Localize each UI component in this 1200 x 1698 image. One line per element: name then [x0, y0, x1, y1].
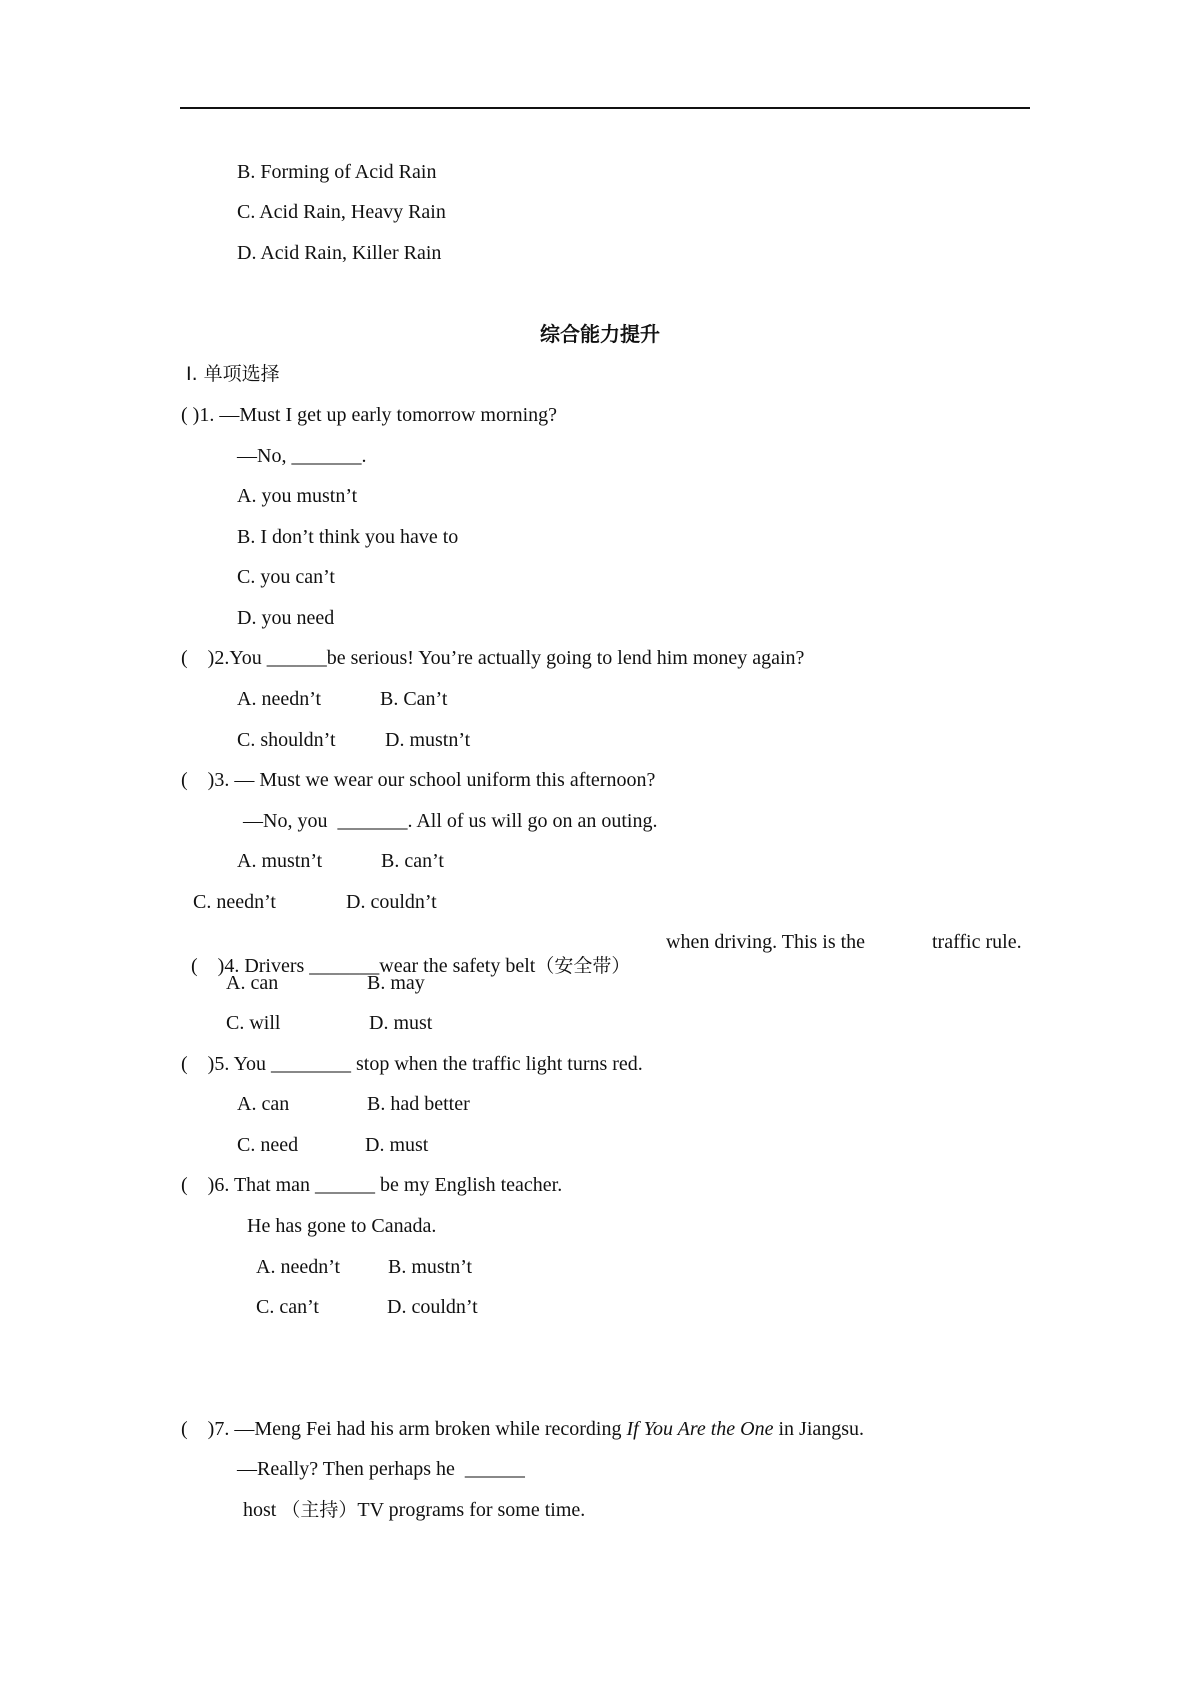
- question-4-option-a: A. can: [226, 972, 279, 994]
- question-4-option-d: D. must: [369, 1012, 433, 1034]
- question-5-stem: ( )5. You ________ stop when the traffic light turns red.: [181, 1053, 643, 1075]
- question-1-stem: ( )1. —Must I get up early tomorrow morning?: [181, 404, 558, 426]
- question-4-option-c: C. will: [226, 1012, 281, 1034]
- question-1-reply: —No, _______.: [237, 445, 367, 467]
- question-7-reply: —Really? Then perhaps he ______: [237, 1458, 525, 1480]
- question-5-option-b: B. had better: [367, 1093, 470, 1115]
- question-7-stem: [181, 1417, 864, 1441]
- question-2-option-a: A. needn’t: [237, 688, 322, 710]
- question-7-program-title: If You Are the One: [626, 1418, 774, 1440]
- question-5-option-a: A. can: [237, 1093, 290, 1115]
- question-4-stem-chinese: （安全带）: [535, 955, 631, 977]
- question-3-option-d: D. couldn’t: [346, 891, 437, 913]
- question-6-option-d: D. couldn’t: [387, 1296, 478, 1318]
- question-5-option-d: D. must: [365, 1134, 429, 1156]
- question-6-stem: ( )6. That man ______ be my English teacher.: [181, 1174, 563, 1196]
- question-6-option-b: B. mustn’t: [388, 1256, 473, 1278]
- prev-option-c: C. Acid Rain, Heavy Rain: [237, 201, 446, 223]
- question-2-stem: ( )2.You ______be serious! You’re actually going to lend him money again?: [181, 647, 805, 669]
- question-6-option-c: C. can’t: [256, 1296, 319, 1318]
- question-7-continuation: [243, 1498, 585, 1522]
- question-7-stem-end: in Jiangsu.: [773, 1418, 865, 1440]
- question-4-stem-start: ( )4. Drivers _______wear the safety belt: [191, 955, 536, 977]
- question-3-reply: —No, you _______. All of us will go on an outing.: [243, 810, 658, 832]
- question-1-option-d: D. you need: [237, 607, 335, 629]
- question-2-option-b: B. Can’t: [380, 688, 448, 710]
- question-7-cont-chinese: （主持）: [281, 1499, 358, 1521]
- question-6-reply: He has gone to Canada.: [247, 1215, 437, 1237]
- question-2-option-d: D. mustn’t: [385, 729, 471, 751]
- question-7-cont-start: host: [243, 1499, 282, 1521]
- question-4-stem-end: traffic rule.: [932, 931, 1022, 953]
- question-5-option-c: C. need: [237, 1134, 299, 1156]
- question-3-stem: ( )3. — Must we wear our school uniform this afternoon?: [181, 769, 656, 791]
- question-4-option-b: B. may: [367, 972, 425, 994]
- question-3-option-a: A. mustn’t: [237, 850, 323, 872]
- section-title: 综合能力提升: [540, 322, 660, 346]
- question-1-option-c: C. you can’t: [237, 566, 335, 588]
- prev-option-d: D. Acid Rain, Killer Rain: [237, 242, 442, 264]
- question-1-option-b: B. I don’t think you have to: [237, 526, 459, 548]
- header-rule: [180, 107, 1030, 109]
- question-3-option-c: C. needn’t: [193, 891, 276, 913]
- question-7-cont-end: TV programs for some time.: [357, 1499, 586, 1521]
- part-heading: Ⅰ. 单项选择: [186, 363, 280, 385]
- question-3-option-b: B. can’t: [381, 850, 444, 872]
- prev-option-b: B. Forming of Acid Rain: [237, 161, 437, 183]
- question-4-stem-middle: when driving. This is the: [666, 931, 866, 953]
- question-6-option-a: A. needn’t: [256, 1256, 341, 1278]
- question-7-stem-start: ( )7. —Meng Fei had his arm broken while recording: [181, 1418, 627, 1440]
- question-2-option-c: C. shouldn’t: [237, 729, 336, 751]
- question-1-option-a: A. you mustn’t: [237, 485, 358, 507]
